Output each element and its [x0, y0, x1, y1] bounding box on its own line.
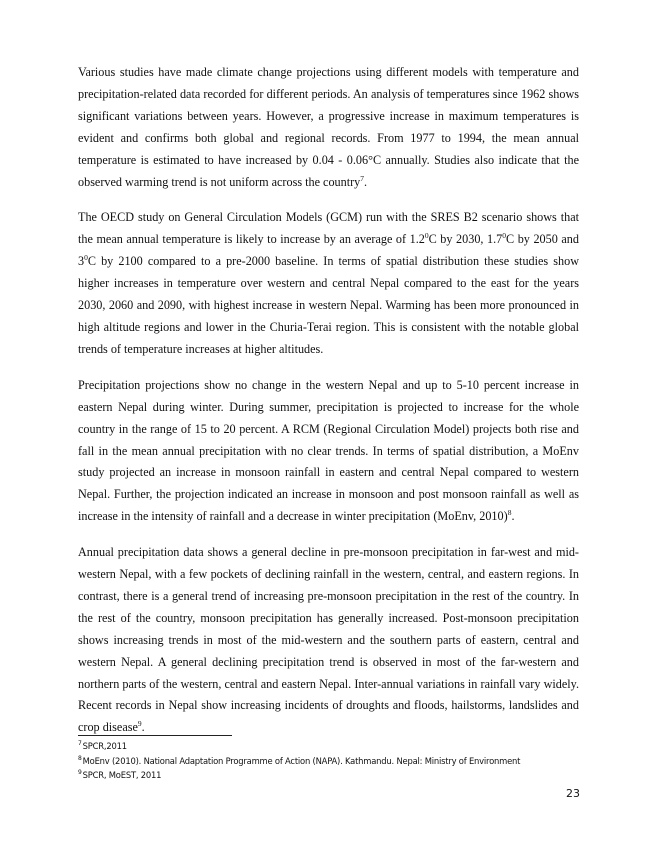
footnote-9 — [78, 768, 588, 783]
paragraph-gcm-projections: The OECD study on General Circulation Models (GCM) run with the SRES B2 scenario shows that the mean annual temperature is likely to increase by an average of $1.2^0C$ by 2030, $1.7^0C$ by 2050 and $3^0C$ by 2100 compared to a pre-2000 baseline. In terms of spatial distribution these studies show higher increases in temperature over western and central Nepal compared to the east for the years 2030, 2060 and 2090, with highest increase in western Nepal. Warming has been more pronounced in high altitude regions and lower in the Churia-Terai region. This is consistent with the notable global trends of temperature increases at higher altitudes. — [78, 210, 579, 356]
footnote-8 — [78, 754, 588, 769]
footnote-text: SPCR,2011 — [82, 741, 127, 751]
footnote-7 — [78, 739, 588, 754]
footnote-ref-9[interactable]: 9 — [137, 719, 142, 729]
page-number: 23 — [566, 787, 580, 800]
body-text — [78, 62, 579, 753]
paragraph-temperature-trends: Various studies have made climate change projections using different models with temperature and precipitation-related data recorded for different periods. An analysis of temperatures since 1962 shows significant variations between years. However, a progressive increase in maximum temperatures is evident and confirms both global and regional records. From 1977 to 1994, the mean annual temperature is estimated to have increased by 0.04 - 0.06°C annually. Studies also indicate that the observed warming trend is not uniform across the country$^7$. — [78, 65, 579, 189]
paragraph-annual-precipitation: Annual precipitation data shows a general decline in pre-monsoon precipitation in far-west and mid-western Nepal, with a few pockets of declining rainfall in the western, central, and eastern regions. In contrast, there is a general trend of increasing pre-monsoon precipitation in the rest of the country. In the rest of the country, monsoon precipitation has generally increased. Post-monsoon precipitation shows increasing trends in most of the mid-western and the southern parts of eastern, central and western Nepal. A general declining precipitation trend is observed in most of the far-western and northern parts of the western, central and eastern Nepal. Inter-annual variations in rainfall vary widely. Recent records in Nepal show increasing incidents of droughts and floods, hailstorms, landslides and crop disease$^9$. — [78, 545, 579, 735]
footnote-text: SPCR, MoEST, 2011 — [82, 770, 162, 780]
footnote-number: 9 — [78, 769, 82, 777]
footnote-ref-7[interactable]: 7 — [360, 173, 365, 183]
footnote-number: 7 — [78, 740, 82, 748]
footnote-number: 8 — [78, 754, 82, 762]
paragraph-precipitation-projections: Precipitation projections show no change in the western Nepal and up to 5-10 percent increase in eastern Nepal during winter. During summer, precipitation is projected to increase for the whole country in the range of 15 to 20 percent. A RCM (Regional Circulation Model) projects both rise and fall in the mean annual precipitation with no clear trends. In terms of spatial distribution, a MoEnv study projected an increase in monsoon rainfall in eastern and central Nepal compared to western Nepal. Further, the projection indicated an increase in monsoon and post monsoon rainfall as well as increase in the intensity of rainfall and a decrease in winter precipitation (MoEnv, 2010)$^8$. — [78, 377, 579, 524]
footnote-text: MoEnv (2010). National Adaptation Programme of Action (NAPA). Kathmandu. Nepal: Ministry of Environment — [82, 755, 521, 766]
footnote-ref-8[interactable]: 8 — [507, 508, 512, 518]
footnotes — [78, 739, 588, 783]
footnote-divider — [78, 735, 232, 736]
